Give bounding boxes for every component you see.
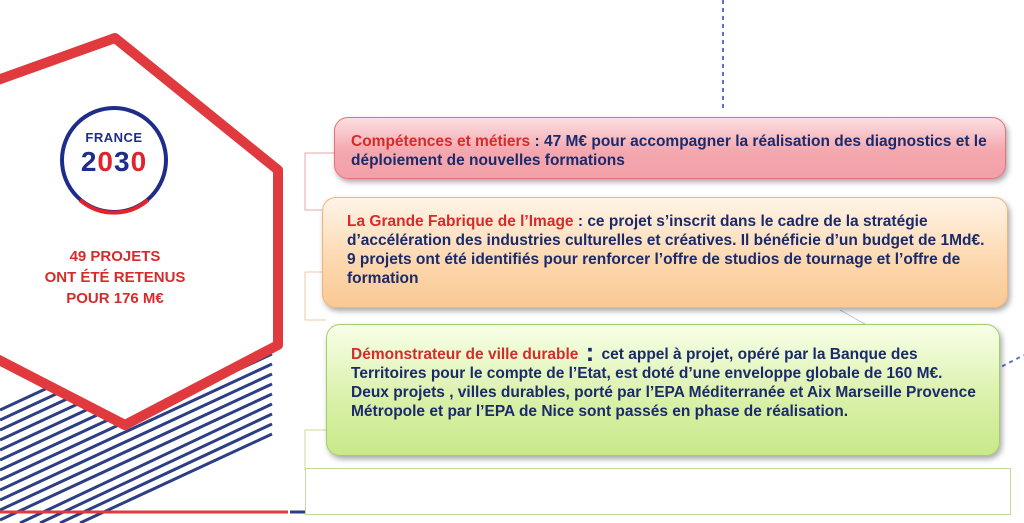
logo-year-3: 3 [114, 146, 131, 177]
logo-year-0b: 0 [130, 146, 148, 177]
logo-year-0: 0 [97, 146, 114, 177]
card-competences [334, 117, 1006, 179]
card-title: La Grande Fabrique de l’Image [347, 213, 574, 230]
card-title: Compétences et métiers [351, 133, 531, 150]
card-ville-durable [326, 324, 1000, 456]
card-separator: : [578, 337, 602, 367]
card-grande-fabrique [322, 197, 1008, 308]
logo-france-text: FRANCE [85, 130, 143, 145]
empty-card-placeholder [305, 468, 1011, 515]
card-body: ce projet s’inscrit dans le cadre de la stratégie d’accélération des industries culturelles et créatives. Il bénéficie d’un budget de 1Md€. 9 projets ont été identifiés pour renforcer l’offre de studios de tournage et l’offre de formation [347, 213, 985, 287]
summary-line-3: POUR 176 M€ [66, 290, 164, 307]
card-title: Démonstrateur de ville durable [351, 346, 579, 363]
summary-line-2: ONT ÉTÉ RETENUS [44, 269, 186, 286]
bracket-line-3 [305, 430, 326, 470]
summary-line-1: 49 PROJETS [69, 248, 161, 265]
hexagon-panel [0, 38, 278, 425]
card-body: cet appel à projet, opéré par la Banque des Territoires pour le compte de l’Etat, est doté d’une enveloppe globale de 160 M€. Deux projets , villes durables, porté par l’EPA Méditerranée et Aix Marseille Provence Métropole et par l’EPA de Nice sont passés en phase de réalisation. [351, 346, 976, 420]
card-separator: : [573, 213, 588, 230]
card-separator: : [530, 133, 544, 150]
projects-summary [20, 246, 210, 309]
card-body: 47 M€ pour accompagner la réalisation des diagnostics et le déploiement de nouvelles formations [351, 133, 987, 169]
france-2030-logo [62, 108, 166, 212]
logo-year-2: 2 [80, 146, 98, 177]
logo-year-text [62, 146, 166, 178]
